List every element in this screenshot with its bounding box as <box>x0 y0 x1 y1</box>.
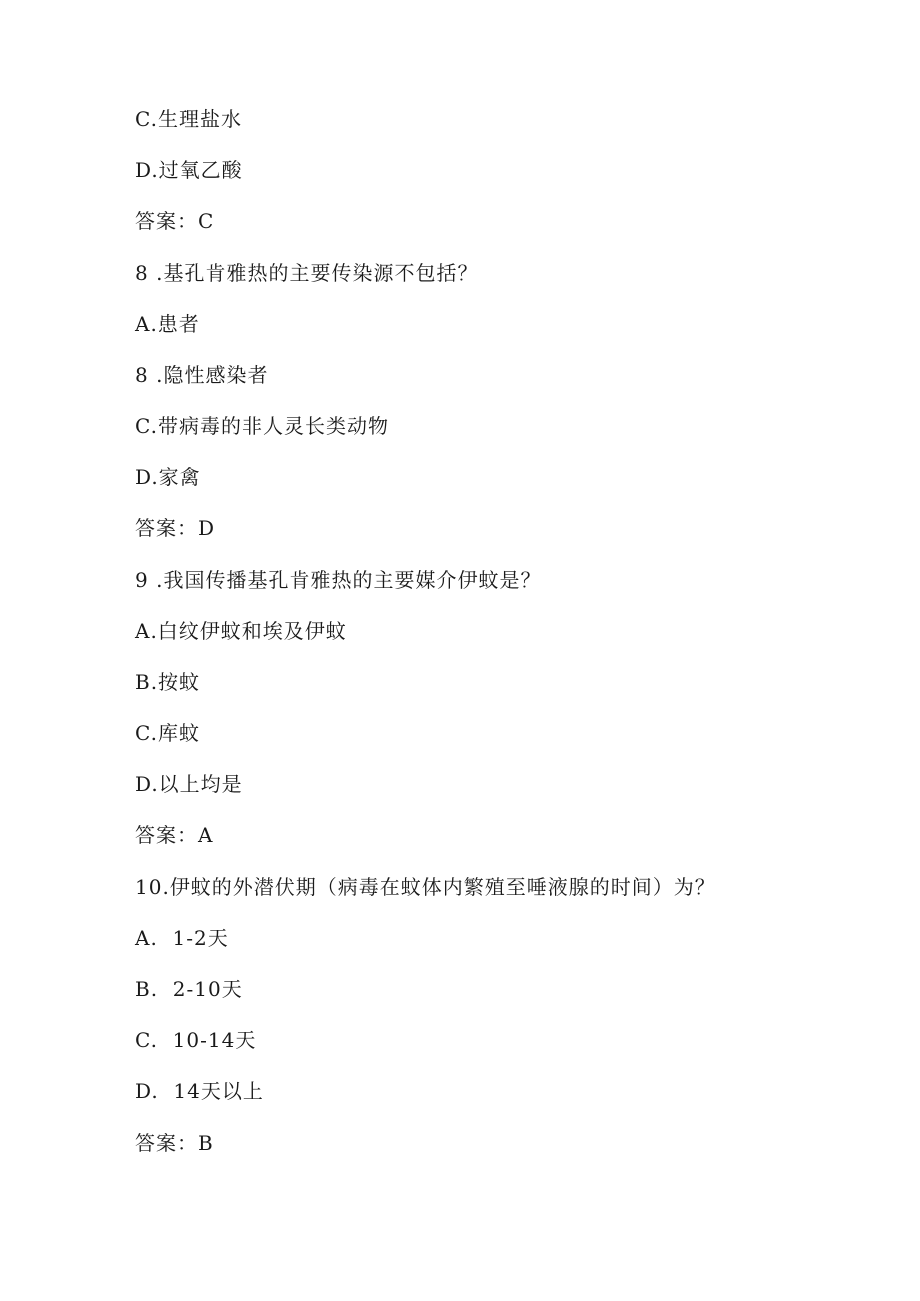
option-b-q10: B. 2-10天 <box>135 977 243 1001</box>
option-d-q8: D.家禽 <box>135 465 201 489</box>
answer-q10: 答案：B <box>135 1131 214 1155</box>
option-a-q8: A.患者 <box>135 312 200 336</box>
option-b-q8: 8 .隐性感染者 <box>135 363 269 387</box>
option-d-q10: D. 14天以上 <box>135 1079 264 1103</box>
question-8: 8 .基孔肯雅热的主要传染源不包括？ <box>135 261 479 285</box>
option-c-q7: C.生理盐水 <box>135 107 242 131</box>
question-9: 9 .我国传播基孔肯雅热的主要媒介伊蚊是？ <box>135 568 542 592</box>
option-a-q9: A.白纹伊蚊和埃及伊蚊 <box>135 619 347 643</box>
answer-q9: 答案：A <box>135 823 214 847</box>
option-d-q7: D.过氧乙酸 <box>135 158 243 182</box>
option-d-q9: D.以上均是 <box>135 772 243 796</box>
question-10: 10.伊蚊的外潜伏期（病毒在蚊体内繁殖至唾液腺的时间）为？ <box>135 875 716 899</box>
option-c-q10: C. 10-14天 <box>135 1028 257 1052</box>
answer-q7: 答案：C <box>135 209 215 233</box>
answer-q8: 答案：D <box>135 516 216 540</box>
option-c-q8: C.带病毒的非人灵长类动物 <box>135 414 389 438</box>
option-a-q10: A. 1-2天 <box>135 926 229 950</box>
option-c-q9: C.库蚊 <box>135 721 200 745</box>
option-b-q9: B.按蚊 <box>135 670 201 694</box>
